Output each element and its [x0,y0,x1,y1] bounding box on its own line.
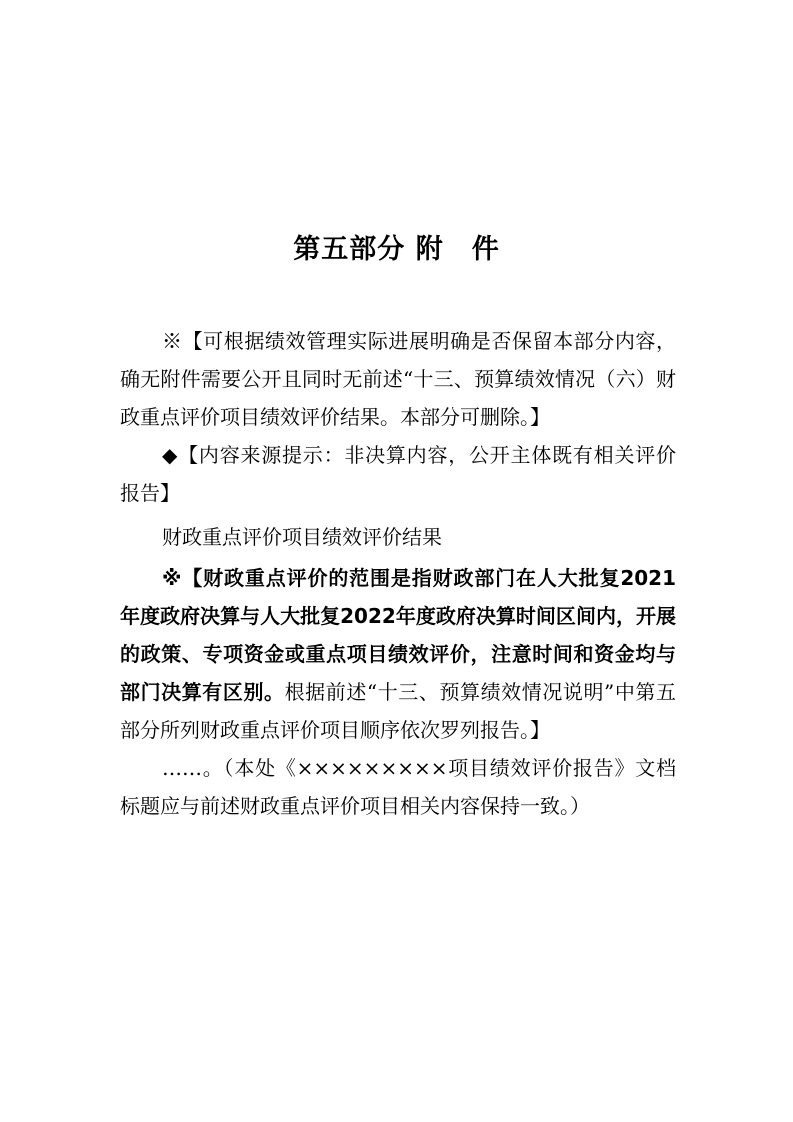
source-hint-paragraph: ◆【内容来源提示：非决算内容，公开主体既有相关评价报告】 [120,443,676,505]
scope-note-bold-text: ※【财政重点评价的范围是指财政部门在人大批复2021年度政府决算与人大批复2022年度政府决算时间区间内，开展的政策、专项资金或重点项目绩效评价，注意时间和资金均与部门决算有区别。 [120,566,676,704]
retention-note-paragraph: ※【可根据绩效管理实际进展明确是否保留本部分内容，确无附件需要公开且同时无前述“十三、预算绩效情况（六）财政重点评价项目绩效评价结果。本部分可删除。】 [120,329,676,429]
scope-note-normal-text: 根据前述“十三、预算绩效情况说明”中第五部分所列财政重点评价项目顺序依次罗列报告。】 [120,680,676,742]
report-title-note-paragraph: ……。（本处《×××××××××项目绩效评价报告》文档标题应与前述财政重点评价项目相关内容保持一致。） [120,756,676,818]
document-body [120,322,676,825]
scope-note-paragraph [120,559,676,749]
page-title: 第五部分 附 件 [293,234,500,265]
section-heading: 财政重点评价项目绩效评价结果 [162,525,442,549]
